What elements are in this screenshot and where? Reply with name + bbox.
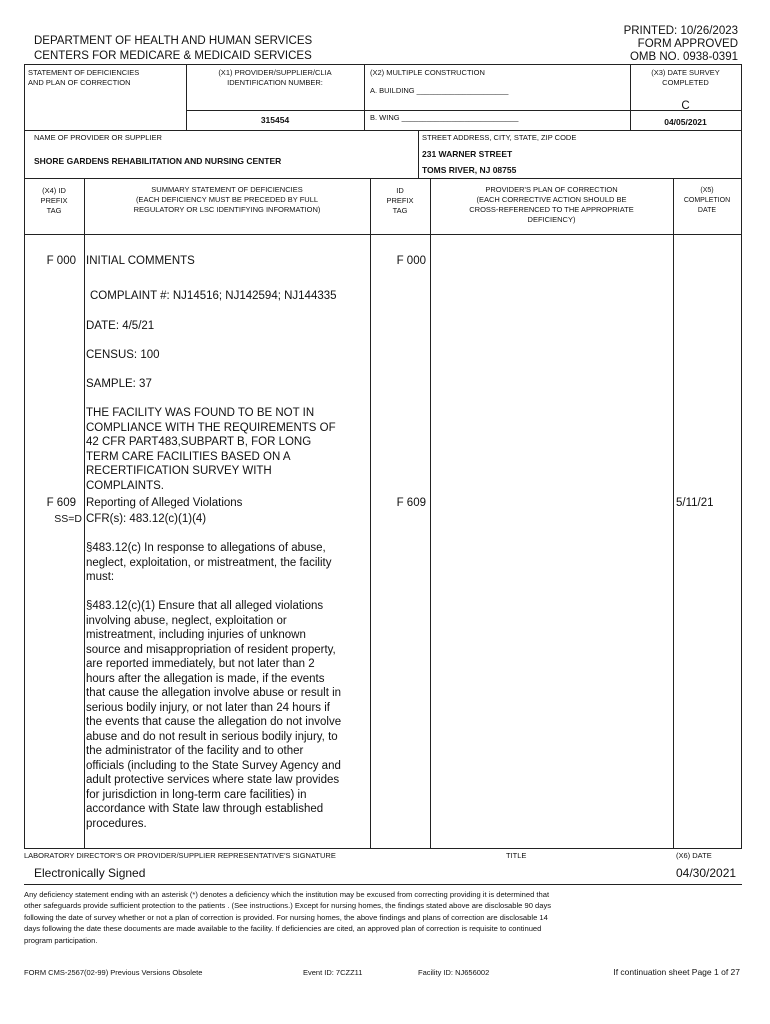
signature-label: LABORATORY DIRECTOR'S OR PROVIDER/SUPPLIER REPRESENTATIVE'S SIGNATURE [24, 851, 336, 860]
x1-label: (X1) PROVIDER/SUPPLIER/CLIA IDENTIFICATION NUMBER: [218, 68, 332, 87]
rule-provider-split [418, 130, 419, 179]
disclaimer: Any deficiency statement ending with an asterisk (*) denotes a deficiency which the institution may be excused from correcting providing it is determined that other safeguards provide sufficient protection to the patients . (See instructions.) Except for nursing homes, the findings stated above are disclosable 90 days following the date of survey whether or not a plan of correction is provided. For nursing homes, the above findings and plans of correction are disclosable 14 days following the date these documents are made available to the facility. If deficiencies are cited, an approved plan of correction is requisite to continued program participation. [24, 890, 552, 945]
rule-col-x4 [84, 178, 85, 848]
rule-left [24, 64, 25, 179]
provider-name: SHORE GARDENS REHABILITATION AND NURSING CENTER [34, 156, 282, 166]
rule-right [741, 64, 742, 179]
facility-id: Facility ID: NJ656002 [418, 968, 490, 977]
tag-f609: F 609 [46, 497, 76, 509]
rule-x2 [364, 64, 365, 130]
tag-f000: F 000 [46, 255, 76, 267]
regulation-paragraph-1: §483.12(c) In response to allegations of abuse, neglect, exploitation, or mistreatment, the facility must: [86, 542, 332, 583]
x3-label: (X3) DATE SURVEY COMPLETED [651, 68, 720, 87]
x5-header: (X5) COMPLETION DATE [683, 187, 731, 214]
id-header: ID PREFIX TAG [386, 186, 414, 215]
completion-date: 5/11/21 [676, 497, 714, 509]
complaint-numbers: COMPLAINT #: NJ14516; NJ142594; NJ144335 [90, 290, 337, 302]
department-title: DEPARTMENT OF HEALTH AND HUMAN SERVICES [34, 35, 313, 47]
provider-name-label: NAME OF PROVIDER OR SUPPLIER [34, 133, 162, 142]
regulation-paragraph-2: §483.12(c)(1) Ensure that all alleged violations involving abuse, neglect, exploitation or mistreatment, including injuries of unknown source and misappropriation of resident property, are reported immediately, but not later than 2 hours after the allegation is made, if the events that cause the allegation involve abuse or result in serious bodily injury, or not later than 24 hours if the events that cause the allegation do not involve abuse and do not result in serious bodily injury, to the administrator of the facility and to other officials (including to the State Survey Agency and adult protective services where state law provides for jurisdiction in long-term care facilities) in accordance with State law through established procedures. [86, 600, 342, 830]
scope-severity: SS=D [54, 513, 82, 525]
rule-x1-inner [186, 110, 364, 111]
rule-signature-bottom [24, 884, 742, 885]
city-state-zip: TOMS RIVER, NJ 08755 [422, 165, 517, 175]
summary-header: SUMMARY STATEMENT OF DEFICIENCIES (EACH DEFICIENCY MUST BE PRECEDED BY FULL REGULATORY OR LSC IDENTIFYING INFORMATION) [133, 185, 321, 214]
signature-date-label: (X6) DATE [676, 851, 712, 860]
statement-label: STATEMENT OF DEFICIENCIES AND PLAN OF CORRECTION [28, 68, 140, 87]
agency-title: CENTERS FOR MEDICARE & MEDICAID SERVICES [34, 50, 312, 62]
printed-date: PRINTED: 10/26/2023 [623, 25, 738, 37]
wing-label: B. WING ____________________________ [370, 113, 519, 122]
plan-header: PROVIDER'S PLAN OF CORRECTION (EACH CORRECTIVE ACTION SHOULD BE CROSS-REFERENCED TO THE APPROPRIATE DEFICIENCY) [469, 185, 634, 224]
street-address: 231 WARNER STREET [422, 149, 513, 159]
rule-id-bottom [24, 130, 742, 131]
rule-col-summary [370, 178, 371, 848]
form-approved: FORM APPROVED [637, 38, 738, 50]
tag-f609-right: F 609 [396, 497, 426, 509]
rule-body-right [741, 178, 742, 848]
census: CENSUS: 100 [86, 349, 160, 361]
sample: SAMPLE: 37 [86, 378, 152, 390]
x3-code: C [681, 100, 690, 112]
f609-cfr: CFR(s): 483.12(c)(1)(4) [86, 513, 207, 525]
event-id: Event ID: 7CZZ11 [303, 968, 363, 977]
rule-col-id [430, 178, 431, 848]
omb-number: OMB NO. 0938-0391 [629, 51, 738, 63]
rule-top [24, 64, 742, 65]
form-number: FORM CMS-2567(02-99) Previous Versions Obsolete [24, 968, 203, 977]
rule-col-plan [673, 178, 674, 848]
initial-comments-heading: INITIAL COMMENTS [86, 255, 195, 267]
survey-date: DATE: 4/5/21 [86, 320, 155, 332]
f609-title: Reporting of Alleged Violations [86, 497, 243, 509]
rule-signature-top [24, 848, 742, 849]
facility-finding: THE FACILITY WAS FOUND TO BE NOT IN COMPLIANCE WITH THE REQUIREMENTS OF 42 CFR PART483,SUBPART B, FOR LONG TERM CARE FACILITIES BASED ON A RECERTIFICATION SURVEY WITH COMPLAINTS. [86, 407, 336, 492]
x1-value: 315454 [260, 115, 290, 125]
rule-provider-bottom [24, 178, 742, 179]
x3-date: 04/05/2021 [664, 117, 707, 127]
rule-header-bottom [24, 234, 742, 235]
x4-header: (X4) ID PREFIX TAG [40, 186, 68, 215]
building-label: A. BUILDING ______________________ [370, 86, 509, 95]
tag-f000-right: F 000 [396, 255, 426, 267]
title-label: TITLE [506, 851, 527, 860]
address-label: STREET ADDRESS, CITY, STATE, ZIP CODE [422, 133, 577, 142]
x2-label: (X2) MULTIPLE CONSTRUCTION [370, 68, 485, 77]
page-number: If continuation sheet Page 1 of 27 [613, 967, 740, 977]
rule-x2-inner [364, 110, 630, 111]
signature-value: Electronically Signed [34, 866, 146, 880]
signature-date: 04/30/2021 [676, 866, 737, 880]
